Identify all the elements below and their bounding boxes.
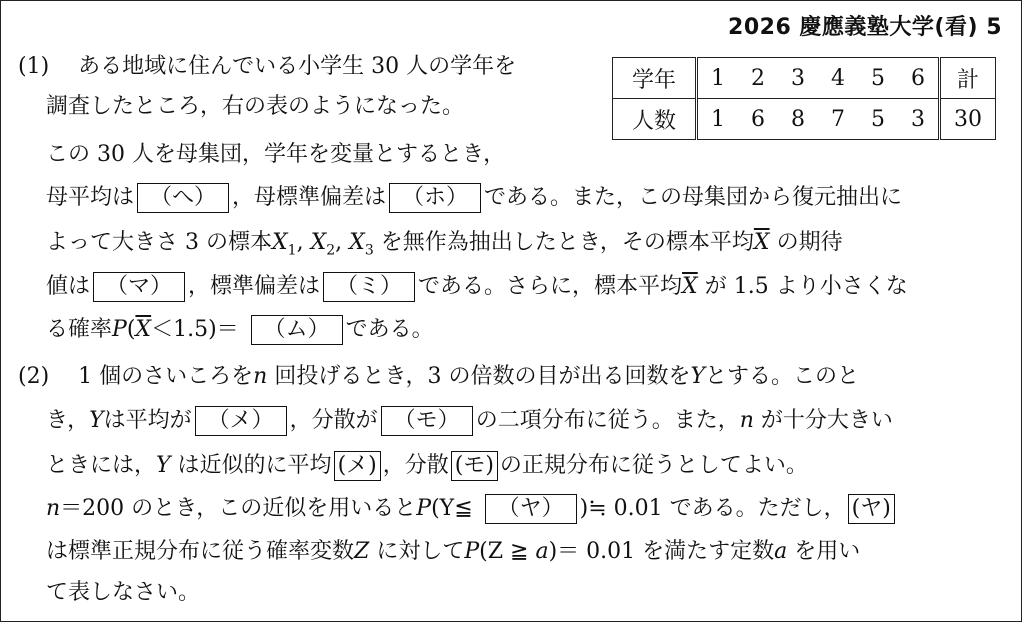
answer-box-ma: （マ） [93,272,185,302]
grade-table [612,57,996,140]
ref-box-ya: (ヤ) [848,494,895,524]
table-row [613,58,996,99]
part2-line2: き，Yは平均が （メ） ，分散が （モ） の二項分布に従う。また，n が十分大きい [46,406,893,436]
part1-line1: (1) ある地域に住んでいる小学生 30 人の学年を [18,54,517,79]
sample-mean-symbol: $\overline{X}$ [682,274,698,299]
sample-mean-symbol: $\overline{X}$ [753,230,770,255]
answer-box-mo: （モ） [381,406,473,436]
table-cell: 8 [778,99,818,140]
table-cell: 6 [898,58,940,99]
table-row-label: 学年 [613,58,697,99]
table-cell: 1 [697,99,739,140]
part2-line1: (2) 1 個のさいころをn 回投げるとき，3 の倍数の目が出る回数をYとする。このと [18,364,860,389]
part1-line6: 値は （マ） ，標準偏差は （ミ） である。さらに，標本平均$\overline{X}$ が 1.5 より小さくな [46,272,908,302]
part2-line5: は標準正規分布に従う確率変数Z に対してP(Z ≧ a)＝ 0.01 を満たす定数a を用い [46,539,861,564]
ref-box-me: (メ) [334,451,381,481]
table-row [613,99,996,140]
table-cell: 1 [697,58,739,99]
table-cell: 5 [858,99,898,140]
table-cell: 3 [778,58,818,99]
table-cell: 7 [818,99,858,140]
part1-line2: 調査したところ，右の表のようになった。 [46,94,465,119]
answer-box-he: （へ） [137,183,229,213]
part2-line6: て表しなさい。 [46,580,201,605]
part1-line7: る確率$P(\overline{X}<1.5)=$ （ム） である。 [46,315,434,345]
part1-line4: 母平均は （へ） ，母標準偏差は （ホ） である。また，この母集団から復元抽出に [46,183,902,213]
part1-line5: よって大きさ 3 の標本$X_1$, $X_2$, $X_3$ を無作為抽出したとき，その標本平均$\overline{X}$ の期待 [46,230,843,259]
table-cell: 3 [898,99,940,140]
ref-box-mo: (モ) [451,451,498,481]
table-row-label: 人数 [613,99,697,140]
table-total-value: 30 [940,99,996,140]
answer-box-me: （メ） [195,406,287,436]
answer-box-mi: （ミ） [323,272,415,302]
sample-mean-symbol: $\overline{X}$ [135,317,152,342]
table-cell: 2 [738,58,778,99]
part2-line4: n＝200 のとき，この近似を用いるとP(Y≦ （ヤ） )≒ 0.01 である。ただし， (ヤ) [46,494,897,524]
table-cell: 6 [738,99,778,140]
part2-number: (2) [18,364,50,389]
table-cell: 4 [818,58,858,99]
answer-box-ho: （ホ） [389,183,481,213]
answer-box-mu: （ム） [251,315,343,345]
part1-number: (1) [18,54,50,79]
table-cell: 5 [858,58,898,99]
exam-header: 2026 慶應義塾大学(看) 5 [728,15,1002,40]
part1-line3: この 30 人を母集団，学年を変量とするとき， [46,142,506,167]
part2-line3: ときには，Y は近似的に平均 (メ) ，分散 (モ) の正規分布に従うとしてよい。 [46,451,808,481]
table-total-label: 計 [940,58,996,99]
answer-box-ya: （ヤ） [485,494,577,524]
